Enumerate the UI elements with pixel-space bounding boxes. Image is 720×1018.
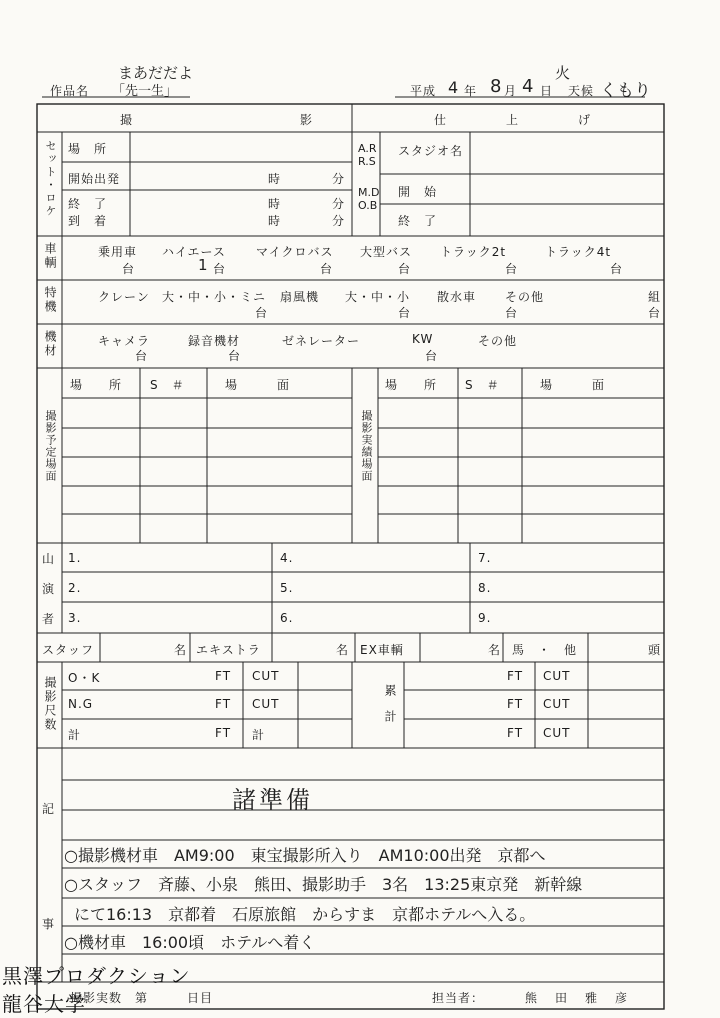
special-unit-4: 台 [648,306,662,320]
vehicle-bus: 大型バス [360,245,413,259]
hour-unit-1: 時 [268,172,282,186]
cut-2: CUT [252,697,280,711]
arrive-label: 到 着 [68,214,108,228]
weather: くもり [600,81,651,101]
special-crane-size: 大・中・小・ミニ [162,290,267,304]
equipment-label: 機材 [43,330,57,358]
hour-unit-2: 時 [268,197,282,211]
cast-3: 3. [68,611,82,625]
cast-5: 5. [280,581,294,595]
vehicle-truck4: トラック4t [545,245,612,259]
ex-vehicle-label: EX車輌 [360,643,404,657]
cut-5: CUT [543,726,571,740]
month: 8 [490,76,502,97]
mdob-label: M.D O.B [358,186,380,212]
vehicle-hiace: ハイエース [162,245,226,259]
work-value: 「先一生」 [112,84,178,99]
notes-line-3: にて16:13 京都着 石原旅館 からすま 京都ホテルへ入る。 [74,905,536,924]
vehicle-unit-5: 台 [505,262,519,276]
vehicle-microbus: マイクロバス [256,245,334,259]
actual-scenes-label: 撮影実績場面 [360,410,373,482]
year-label: 年 [464,84,478,98]
special-crane: クレーン [98,290,150,304]
weather-label: 天候 [568,84,595,98]
staff-label: スタッフ [42,643,95,657]
cast-label-1: 山 [42,552,56,566]
notes-line-4: ○機材車 16:00頃 ホテルへ着く [64,933,316,952]
cut-sum: 計 [252,728,266,742]
plan-col-place: 場 所 [70,378,123,392]
finish-label: 終 了 [398,214,438,228]
plan-col-scene: 場 面 [225,378,291,392]
watermark-line1: 黒澤プロダクション [2,964,191,988]
studio-label: スタジオ名 [398,144,464,158]
hiace-count: 1 [198,256,208,274]
notes-heading: 諸準備 [232,786,313,814]
ft-4: FT [507,669,524,683]
cast-8: 8. [478,581,492,595]
vehicle-unit-2: 台 [213,262,227,276]
watermark-line2: 龍谷大学 [2,992,86,1016]
year: 4 [448,78,459,97]
vehicles-label: 車輌 [43,242,57,270]
footer-days: 撮影実数 第 日目 [70,991,214,1005]
section-shoot: 撮 影 [120,113,321,127]
cut-3: CUT [543,669,571,683]
equip-kw: KW [412,332,434,346]
actual-col-scene: 場 面 [540,378,606,392]
footage-sum: 計 [68,728,82,742]
work-label: 作品名 [50,84,90,98]
cut-4: CUT [543,697,571,711]
equip-other: その他 [478,334,518,348]
cast-1: 1. [68,551,82,565]
footage-label: 撮影尺数 [43,676,57,732]
cast-label-2: 演 [42,582,56,596]
horse-label: 馬 ・ 他 [512,643,578,657]
special-label: 特機 [43,286,57,314]
special-unit-2: 台 [398,306,412,320]
manager-name: 熊 田 雅 彦 [525,991,631,1005]
plan-scenes-label: 撮影予定場面 [44,410,57,482]
notes-label-1: 記 [42,802,56,816]
hour-unit-3: 時 [268,214,282,228]
extra-label: エキストラ [196,643,261,657]
plan-col-s: S ＃ [150,378,185,392]
special-set-unit: 組 [648,290,662,304]
title-handwritten: まあだだよ [118,64,194,82]
extra-name-unit: 名 [336,643,350,657]
vehicle-unit-6: 台 [610,262,624,276]
cast-9: 9. [478,611,492,625]
month-label: 月 [504,84,518,98]
minute-unit-2: 分 [332,197,346,211]
ft-5: FT [507,697,524,711]
ars-label: A.R R.S [358,142,377,168]
vehicle-unit-1: 台 [122,262,136,276]
notes-line-1: ○撮影機材車 AM9:00 東宝撮影所入り AM10:00出発 京都へ [64,846,546,865]
depart-label: 開始出発 [68,172,121,186]
vehicle-truck2: トラック2t [440,245,507,259]
ft-1: FT [215,669,232,683]
cast-6: 6. [280,611,294,625]
vehicle-unit-3: 台 [320,262,334,276]
footage-ng: N.G [68,697,94,711]
weekday: 火 [555,64,571,82]
head-unit: 頭 [648,643,662,657]
day: 4 [522,76,534,97]
actual-col-place: 場 所 [385,378,438,392]
actual-col-s: S ＃ [465,378,500,392]
special-fan: 扇風機 [280,290,320,304]
ft-2: FT [215,697,232,711]
cast-2: 2. [68,581,82,595]
side-label-set-loc: セット・ロケ [44,140,57,218]
ft-3: FT [215,726,232,740]
total-label: 累計 [383,684,397,736]
end-label: 終 了 [68,197,108,211]
minute-unit-1: 分 [332,172,346,186]
equip-sound: 録音機材 [188,334,241,348]
special-other: その他 [505,290,545,304]
section-finish: 仕 上 げ [433,113,596,127]
cast-7: 7. [478,551,492,565]
ft-6: FT [507,726,524,740]
equip-unit-3: 台 [425,349,439,363]
equip-unit-1: 台 [135,349,149,363]
vehicle-unit-4: 台 [398,262,412,276]
manager-label: 担当者： [432,991,485,1005]
minute-unit-3: 分 [332,214,346,228]
equip-generator: ゼネレーター [282,334,361,348]
cast-4: 4. [280,551,294,565]
special-fan-size: 大・中・小 [345,290,411,304]
era: 平成 [410,84,437,98]
vehicle-car: 乗用車 [98,245,138,259]
ex-name-unit: 名 [488,643,502,657]
staff-name-unit: 名 [174,643,188,657]
cast-label-3: 者 [42,612,56,626]
notes-line-2: ○スタッフ 斉藤、小泉 熊田、撮影助手 3名 13:25東京発 新幹線 [64,875,583,894]
start-label: 開 始 [398,185,438,199]
special-unit-3: 台 [505,306,519,320]
special-unit-1: 台 [255,306,269,320]
footage-ok: O・K [68,671,101,685]
equip-unit-2: 台 [228,349,242,363]
place-label: 場 所 [68,142,108,156]
equip-camera: キャメラ [98,334,151,348]
day-label: 日 [540,84,554,98]
special-water: 散水車 [437,290,477,304]
cut-1: CUT [252,669,280,683]
notes-label-2: 事 [42,917,56,931]
